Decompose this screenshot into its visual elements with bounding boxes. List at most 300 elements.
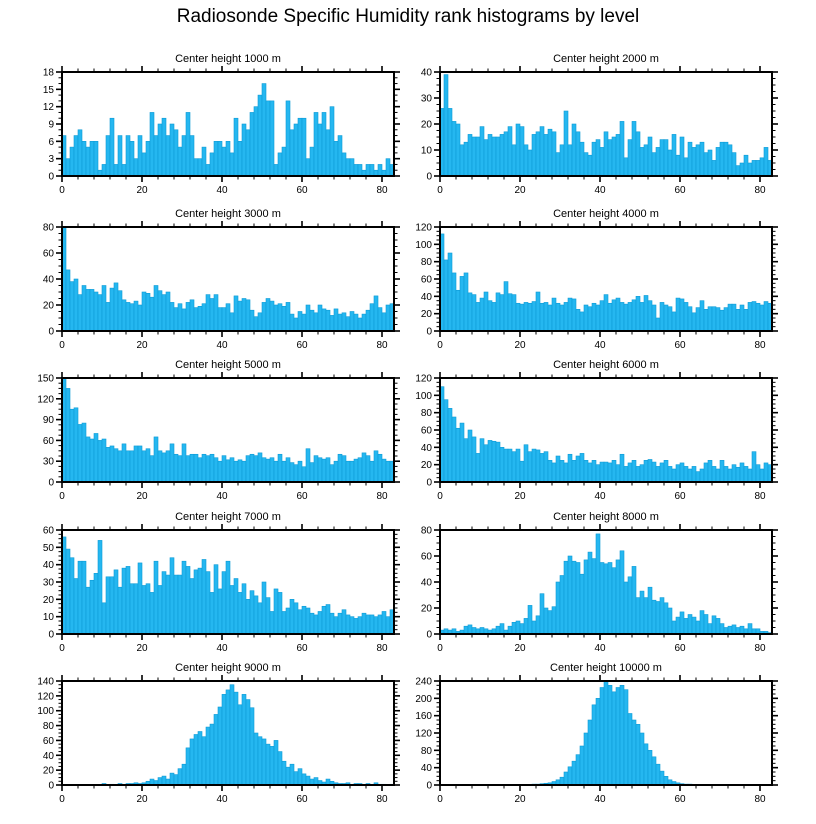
y-tick-label: 80 (420, 257, 432, 269)
bar (114, 283, 118, 331)
bars-group (440, 387, 772, 482)
bar (468, 293, 472, 331)
y-tick-label: 20 (420, 309, 432, 321)
bar (270, 611, 274, 634)
y-tick-label: 150 (37, 373, 54, 385)
bar (624, 158, 628, 176)
bar (628, 577, 632, 634)
bar (242, 694, 246, 785)
panel-title: Center height 7000 m (175, 511, 281, 523)
bar (524, 302, 528, 331)
bar (350, 617, 354, 634)
bar (640, 733, 644, 785)
bar (716, 308, 720, 331)
bar (692, 147, 696, 176)
bar (540, 127, 544, 176)
bar (290, 314, 294, 331)
y-tick-label: 50 (42, 542, 54, 554)
bar (568, 298, 572, 331)
bar (258, 95, 262, 176)
bar (294, 124, 298, 176)
bar (374, 451, 378, 482)
bar (146, 584, 150, 634)
bar (500, 134, 504, 176)
bars-group (440, 534, 772, 634)
bar (480, 298, 484, 331)
bar (290, 130, 294, 176)
figure-title: Radiosonde Specific Humidity rank histograms by level (176, 6, 640, 27)
bar (524, 145, 528, 176)
bar (444, 75, 448, 176)
bar (218, 589, 222, 634)
bar (110, 446, 114, 482)
bar (222, 456, 226, 482)
bar (620, 302, 624, 331)
bar (704, 615, 708, 635)
bar (668, 608, 672, 634)
bar (656, 466, 660, 482)
bar (552, 132, 556, 176)
bar (102, 286, 106, 332)
bar (94, 141, 98, 176)
x-tick-label: 0 (437, 794, 443, 805)
bar (664, 776, 668, 785)
bar (142, 585, 146, 634)
bar (664, 603, 668, 634)
bar (560, 576, 564, 635)
bar (688, 615, 692, 635)
bar (226, 690, 230, 785)
bar (724, 142, 728, 176)
bar (448, 108, 452, 176)
bar (90, 289, 94, 331)
bar (134, 159, 138, 176)
bar (576, 309, 580, 331)
bar (552, 298, 556, 331)
y-tick-label: 60 (420, 425, 432, 437)
bar (692, 617, 696, 634)
bar (580, 142, 584, 176)
x-tick-label: 80 (754, 491, 766, 502)
bar (162, 295, 166, 331)
y-tick-label: 60 (420, 551, 432, 563)
bar (476, 453, 480, 482)
y-tick-label: 0 (426, 326, 432, 338)
bar (206, 727, 210, 785)
bar (122, 444, 126, 482)
bar (640, 302, 644, 331)
y-tick-label: 120 (415, 222, 432, 234)
bar (712, 160, 716, 176)
y-tick-label: 20 (42, 594, 54, 606)
y-tick-label: 140 (37, 676, 54, 688)
bar (672, 469, 676, 482)
bar (608, 463, 612, 482)
bar (612, 300, 616, 331)
bar (314, 112, 318, 176)
y-tick-label: 30 (42, 577, 54, 589)
x-tick-label: 20 (514, 491, 526, 502)
bar (314, 615, 318, 634)
histogram-panel-center-height-5000-m (22, 354, 402, 507)
bar (206, 164, 210, 176)
bar (668, 150, 672, 176)
panel-title: Center height 4000 m (553, 208, 659, 220)
bar (282, 611, 286, 634)
bar (560, 460, 564, 482)
bar (286, 458, 290, 482)
bar (556, 456, 560, 482)
bar (512, 452, 516, 482)
bar (94, 573, 98, 634)
bar (386, 305, 390, 331)
bar (366, 456, 370, 482)
bar (740, 463, 744, 482)
bar (568, 454, 572, 482)
y-tick-label: 30 (420, 93, 432, 105)
bar (162, 118, 166, 176)
bar (664, 305, 668, 331)
panel-svg (400, 354, 780, 502)
x-tick-label: 40 (594, 185, 606, 196)
histogram-panel-center-height-6000-m (400, 354, 780, 507)
bar (672, 134, 676, 176)
bar (576, 755, 580, 785)
x-tick-label: 20 (136, 185, 148, 196)
bar (206, 295, 210, 331)
bar (66, 388, 70, 482)
bar (306, 449, 310, 482)
bar (564, 772, 568, 785)
bar (604, 681, 608, 785)
bar (684, 158, 688, 176)
bar (246, 300, 250, 331)
bar (720, 310, 724, 331)
bar (484, 292, 488, 331)
bar (656, 764, 660, 785)
bar (556, 153, 560, 176)
bar (378, 164, 382, 176)
bar (314, 456, 318, 482)
x-tick-label: 80 (754, 643, 766, 654)
bar (198, 306, 202, 331)
y-tick-label: 10 (420, 145, 432, 157)
bar (230, 458, 234, 482)
bar (334, 309, 338, 331)
bar (342, 153, 346, 176)
bar (254, 107, 258, 176)
y-tick-label: 80 (420, 408, 432, 420)
panel-svg (22, 506, 402, 654)
bar (382, 611, 386, 634)
bar (214, 714, 218, 785)
bar (262, 302, 266, 331)
bar (190, 579, 194, 634)
bar (632, 121, 636, 176)
bar (358, 617, 362, 634)
bar (194, 308, 198, 331)
bar (500, 295, 504, 331)
bars-group (524, 681, 728, 785)
bar (166, 575, 170, 634)
bar (708, 307, 712, 331)
y-tick-label: 80 (42, 222, 54, 234)
bar (298, 118, 302, 176)
bar (616, 688, 620, 786)
bar (612, 460, 616, 482)
bar (716, 147, 720, 176)
bar (508, 626, 512, 634)
bar (636, 724, 640, 785)
y-tick-label: 160 (415, 711, 432, 723)
bar (202, 147, 206, 176)
bars-group (62, 378, 394, 482)
bar (342, 456, 346, 482)
bar (532, 621, 536, 634)
y-tick-label: 120 (37, 691, 54, 703)
bar (732, 625, 736, 634)
x-tick-label: 0 (59, 185, 65, 196)
bar (604, 564, 608, 634)
bar (608, 303, 612, 331)
bar (644, 460, 648, 482)
bar (82, 561, 86, 634)
bar (202, 454, 206, 482)
bar (362, 314, 366, 331)
bar (572, 460, 576, 482)
bar (544, 608, 548, 634)
bar (282, 461, 286, 482)
bar (676, 465, 680, 482)
bar (520, 461, 524, 482)
bar (190, 136, 194, 176)
bar (540, 303, 544, 331)
bar (512, 622, 516, 634)
bar (544, 452, 548, 482)
x-tick-label: 80 (376, 491, 388, 502)
bar (644, 744, 648, 785)
bar (700, 301, 704, 331)
bar (78, 130, 82, 176)
bar (338, 136, 342, 176)
bar (162, 572, 166, 634)
bar (94, 433, 98, 482)
bar (568, 145, 572, 176)
bar (306, 608, 310, 634)
x-tick-label: 20 (514, 643, 526, 654)
bar (298, 312, 302, 332)
bar (496, 442, 500, 482)
bar (286, 608, 290, 634)
bar (616, 560, 620, 634)
bar (688, 469, 692, 482)
bar (174, 308, 178, 331)
bar (760, 469, 764, 482)
bar (210, 592, 214, 634)
bar (222, 308, 226, 331)
bar (660, 598, 664, 634)
bar (716, 618, 720, 634)
bar (624, 690, 628, 785)
bar (664, 140, 668, 176)
bar (752, 302, 756, 331)
bar (528, 150, 532, 176)
bar (680, 137, 684, 176)
bar (748, 302, 752, 331)
bar (202, 737, 206, 785)
bar (102, 164, 106, 176)
bar (744, 155, 748, 176)
bar (378, 454, 382, 482)
bar (612, 692, 616, 785)
bar (516, 621, 520, 634)
bar (146, 293, 150, 331)
bar (186, 566, 190, 634)
y-tick-label: 40 (42, 750, 54, 762)
bar (226, 141, 230, 176)
bar (146, 141, 150, 176)
bar (580, 574, 584, 634)
bar (560, 777, 564, 785)
bar (680, 463, 684, 482)
y-tick-label: 100 (415, 239, 432, 251)
bar (118, 587, 122, 634)
y-tick-label: 0 (48, 171, 54, 183)
bar (302, 314, 306, 331)
bar (732, 304, 736, 331)
bar (198, 458, 202, 482)
bar (254, 317, 258, 331)
bar (644, 145, 648, 176)
bar (468, 430, 472, 482)
bar (704, 309, 708, 331)
bar (286, 101, 290, 176)
bar (230, 313, 234, 331)
bar (560, 305, 564, 331)
bar (724, 466, 728, 482)
bar (580, 453, 584, 482)
bar (464, 626, 468, 634)
x-tick-label: 40 (216, 643, 228, 654)
x-tick-label: 20 (136, 491, 148, 502)
bar (536, 450, 540, 482)
y-tick-label: 40 (420, 442, 432, 454)
bar (174, 775, 178, 785)
bar (492, 137, 496, 176)
bar (672, 312, 676, 331)
bar (732, 153, 736, 176)
bar (282, 306, 286, 331)
y-tick-label: 20 (420, 460, 432, 472)
bar (516, 449, 520, 482)
bar (130, 304, 134, 331)
bar (588, 720, 592, 785)
y-tick-label: 3 (48, 154, 54, 166)
bar (182, 764, 186, 785)
x-tick-label: 60 (296, 185, 308, 196)
bar (126, 302, 130, 331)
bar (744, 309, 748, 331)
bar (736, 166, 740, 176)
bar (508, 127, 512, 176)
bar (330, 465, 334, 482)
bar (318, 611, 322, 634)
bar (294, 465, 298, 482)
bar (182, 561, 186, 634)
x-tick-label: 80 (754, 340, 766, 351)
x-tick-label: 80 (376, 340, 388, 351)
bar (740, 626, 744, 634)
bar (536, 616, 540, 634)
bar (476, 137, 480, 176)
bar (242, 299, 246, 332)
bar (338, 454, 342, 482)
bar (584, 560, 588, 634)
y-tick-label: 0 (48, 629, 54, 641)
bar (310, 463, 314, 482)
bar (234, 461, 238, 482)
bar (178, 575, 182, 634)
bar (652, 305, 656, 331)
bar (612, 137, 616, 176)
y-tick-label: 18 (42, 67, 54, 79)
bar (696, 472, 700, 482)
bar (306, 776, 310, 785)
x-tick-label: 20 (136, 340, 148, 351)
bar (262, 84, 266, 176)
bar (326, 458, 330, 482)
bar (210, 454, 214, 482)
panel-svg (400, 657, 780, 805)
x-tick-label: 0 (437, 340, 443, 351)
bar (162, 453, 166, 482)
bar (262, 458, 266, 482)
y-tick-label: 40 (42, 274, 54, 286)
bar (106, 302, 110, 331)
bar (600, 563, 604, 635)
bar (596, 465, 600, 482)
bar (386, 159, 390, 176)
bar (672, 621, 676, 634)
bar (620, 551, 624, 634)
bar (310, 147, 314, 176)
bar (250, 112, 254, 176)
bar (604, 462, 608, 482)
bar (70, 147, 74, 176)
bar (266, 459, 270, 482)
x-tick-label: 40 (594, 794, 606, 805)
bar (496, 626, 500, 634)
bar (290, 463, 294, 482)
bar (504, 282, 508, 331)
bar (250, 454, 254, 482)
bar (170, 773, 174, 785)
bar (66, 549, 70, 634)
bar (198, 159, 202, 176)
bar (278, 592, 282, 634)
bar (226, 561, 230, 634)
bars-group (62, 227, 394, 331)
bar (476, 302, 480, 331)
bar (712, 466, 716, 482)
bar (700, 611, 704, 634)
bar (158, 778, 162, 785)
bar (78, 561, 82, 634)
bar (588, 155, 592, 176)
bar (584, 460, 588, 482)
bar (170, 558, 174, 634)
bar (250, 591, 254, 634)
